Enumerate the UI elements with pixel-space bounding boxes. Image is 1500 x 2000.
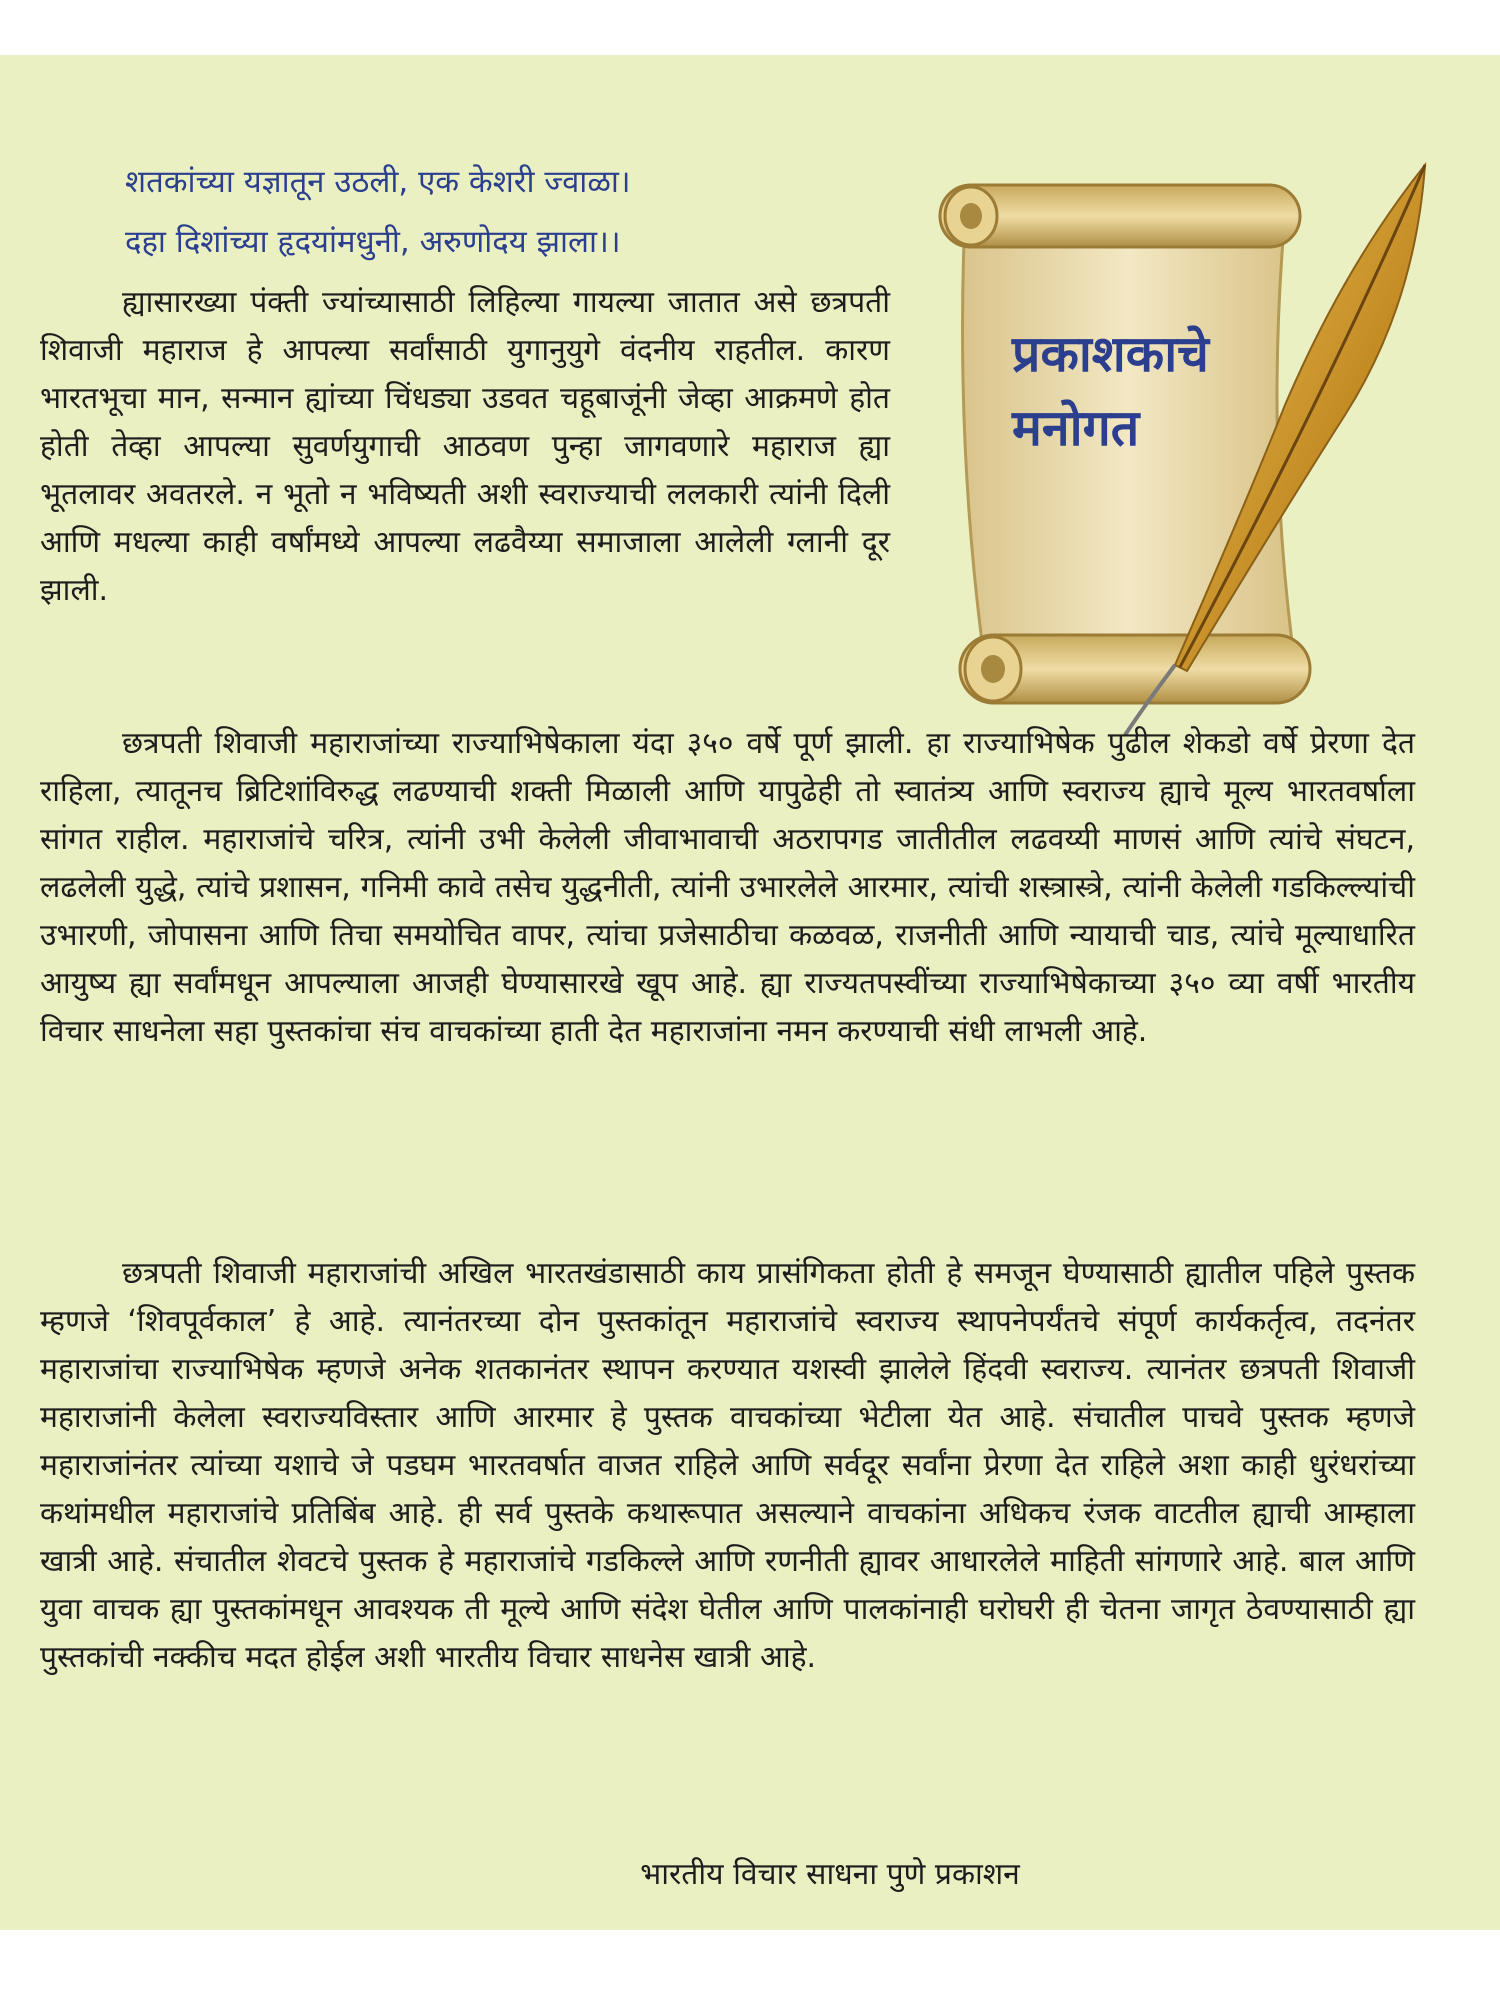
paragraph-1: ह्यासारख्या पंक्ती ज्यांच्यासाठी लिहिल्या गायल्या जातात असे छत्रपती शिवाजी महाराज हे आपल्या सर्वांसाठी युगानुयुगे वंदनीय राहतील. कारण भारतभूचा मान, सन्मान ह्यांच्या चिंधड्या उडवत चहूबाजूंनी जेव्हा आक्रमणे होत होती तेव्हा आपल्या सुवर्णयुगाची आठवण पुन्हा जागवणारे महाराज ह्या भूतलावर अवतरले. न भूतो न भविष्यती अशी स्वराज्याची ललकारी त्यांनी दिली आणि मधल्या काही वर्षांमध्ये आपल्या लढवैय्या समाजाला आलेली ग्लानी दूर झाली.: [40, 285, 890, 608]
paragraph-3: छत्रपती शिवाजी महाराजांची अखिल भारतखंडासाठी काय प्रासंगिकता होती हे समजून घेण्यासाठी ह्यातील पहिले पुस्तक म्हणजे ‘शिवपूर्वकाल’ हे आहे. त्यानंतरच्या दोन पुस्तकांतून महाराजांचे स्वराज्य स्थापनेपर्यंतचे संपूर्ण कार्यकर्तृत्व, तदनंतर महाराजांचा राज्याभिषेक म्हणजे अनेक शतकानंतर स्थापन करण्यात यशस्वी झालेले हिंदवी स्वराज्य. त्यानंतर छत्रपती शिवाजी महाराजांनी केलेला स्वराज्यविस्तार आणि आरमार हे पुस्तक वाचकांच्या भेटीला येत आहे. संचातील पाचवे पुस्तक म्हणजे महाराजांनंतर त्यांच्या यशाचे जे पडघम भारतवर्षात वाजत राहिले आणि सर्वदूर सर्वांना प्रेरणा देत राहिले अशा काही धुरंधरांच्या कथांमधील महाराजांचे प्रतिबिंब आहे. ही सर्व पुस्तके कथारूपात असल्याने वाचकांना अधिकच रंजक वाटतील ह्याची आम्हाला खात्री आहे. संचातील शेवटचे पुस्तक हे महाराजांचे गडकिल्ले आणि रणनीती ह्यावर आधारलेले माहिती सांगणारे आहे. बाल आणि युवा वाचक ह्या पुस्तकांमधून आवश्यक ती मूल्ये आणि संदेश घेतील आणि पालकांनाही घरोघरी ही चेतना जागृत ठेवण्यासाठी ह्या पुस्तकांची नक्कीच मदत होईल अशी भारतीय विचार साधनेस खात्री आहे.: [40, 1256, 1415, 1675]
publisher-signature: भारतीय विचार साधना पुणे प्रकाशन: [640, 1857, 1020, 1892]
verse-line-1: शतकांच्या यज्ञातून उठली, एक केशरी ज्वाळा।: [125, 164, 631, 200]
publisher-note-page: [0, 55, 1500, 1930]
verse-line-2: दहा दिशांच्या हृदयांमधुनी, अरुणोदय झाला।।: [125, 224, 621, 260]
paragraph-2: छत्रपती शिवाजी महाराजांच्या राज्याभिषेकाला यंदा ३५० वर्षे पूर्ण झाली. हा राज्याभिषेक पुढील शेकडो वर्षे प्रेरणा देत राहिला, त्यातूनच ब्रिटिशांविरुद्ध लढण्याची शक्ती मिळाली आणि यापुढेही तो स्वातंत्र्य आणि स्वराज्य ह्याचे मूल्य भारतवर्षाला सांगत राहील. महाराजांचे चरित्र, त्यांनी उभी केलेली जीवाभावाची अठरापगड जातीतील लढवय्यी माणसं आणि त्यांचे संघटन, लढलेली युद्धे, त्यांचे प्रशासन, गनिमी कावे तसेच युद्धनीती, त्यांनी उभारलेले आरमार, त्यांची शस्त्रास्त्रे, त्यांनी केलेली गडकिल्ल्यांची उभारणी, जोपासना आणि तिचा समयोचित वापर, त्यांचा प्रजेसाठीचा कळवळ, राजनीती आणि न्यायाची चाड, त्यांचे मूल्याधारित आयुष्य ह्या सर्वांमधून आपल्याला आजही घेण्यासारखे खूप आहे. ह्या राज्यतपस्वींच्या राज्याभिषेकाच्या ३५० व्या वर्षी भारतीय विचार साधनेला सहा पुस्तकांचा संच वाचकांच्या हाती देत महाराजांना नमन करण्याची संधी लाभली आहे.: [40, 726, 1415, 1049]
heading-line-2: मनोगत: [1012, 399, 1140, 457]
heading-line-1: प्रकाशकाचे: [1012, 325, 1209, 383]
publisher-note-heading: [1012, 317, 1209, 465]
